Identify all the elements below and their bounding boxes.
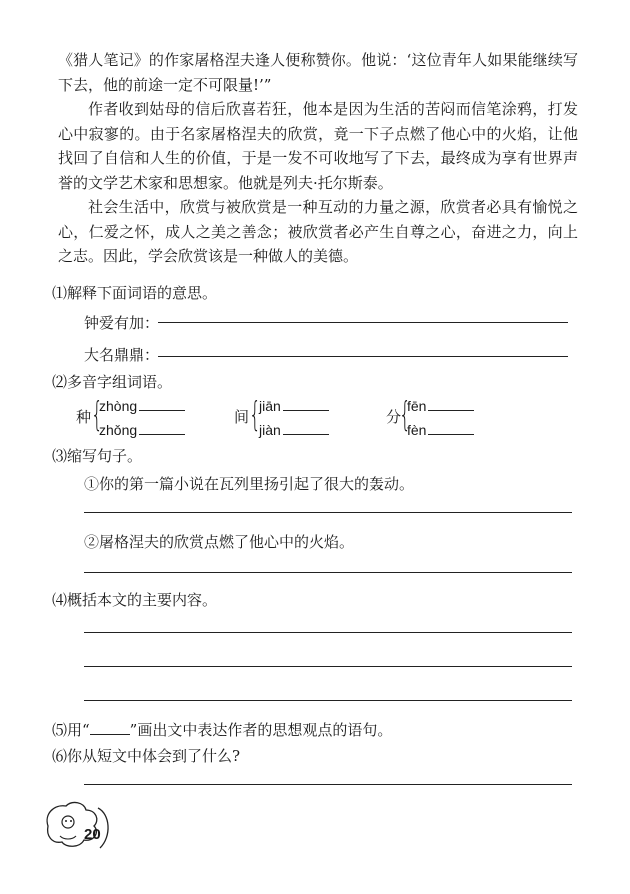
passage-paragraph-1: 《猎人笔记》的作家屠格涅夫逢人便称赞你。他说：‘这位青年人如果能继续写下去，他的前途一定不可限量!’” — [58, 51, 578, 94]
question-4-title: ⑷概括本文的主要内容。 — [52, 591, 218, 609]
answer-blank[interactable] — [283, 422, 329, 435]
question-5: ⑸用“ ”画出文中表达作者的思想观点的语句。 — [52, 721, 393, 739]
passage-paragraph-3: 社会生活中，欣赏与被欣赏是一种互动的力量之源，欣赏者必具有愉悦之心，仁爱之怀，成人之美之善念；被欣赏者必产生自尊之心，奋进之力，向上之志。因此，学会欣赏该是一种做人的美德。 — [58, 198, 578, 265]
pinyin-1a: zhòng — [99, 397, 185, 415]
brace-icon: { — [249, 395, 261, 435]
underline-sample — [90, 722, 130, 735]
answer-line[interactable] — [158, 356, 568, 357]
pinyin-3b: fèn — [407, 421, 474, 439]
question-3-title: ⑶缩写句子。 — [52, 447, 143, 465]
pinyin-1b: zhǒng — [99, 421, 185, 439]
brace-icon: { — [399, 395, 411, 435]
question-1-term-2: 大名鼎鼎： — [84, 346, 160, 364]
answer-blank[interactable] — [428, 422, 474, 435]
answer-line[interactable] — [84, 512, 572, 513]
answer-blank[interactable] — [428, 398, 474, 411]
question-3-sentence-2: ②屠格涅夫的欣赏点燃了他心中的火焰。 — [84, 533, 355, 551]
page-number: 20 — [84, 826, 101, 843]
answer-line[interactable] — [84, 784, 572, 785]
polyphone-char-1: 种 — [76, 408, 92, 426]
question-3-sentence-1: ①你的第一篇小说在瓦列里扬引起了很大的轰动。 — [84, 475, 415, 493]
pinyin-3a: fēn — [407, 397, 474, 415]
page-badge-icon — [38, 796, 120, 856]
answer-blank[interactable] — [139, 398, 185, 411]
answer-line[interactable] — [84, 666, 572, 667]
question-6-title: ⑹你从短文中体会到了什么? — [52, 747, 241, 765]
answer-blank[interactable] — [283, 398, 329, 411]
polyphone-char-3: 分 — [386, 408, 402, 426]
pinyin-2b: jiàn — [259, 421, 329, 439]
answer-line[interactable] — [84, 572, 572, 573]
polyphone-char-2: 间 — [234, 408, 250, 426]
answer-line[interactable] — [84, 632, 572, 633]
question-1-term-1: 钟爱有加： — [84, 314, 160, 332]
answer-blank[interactable] — [139, 422, 185, 435]
brace-icon: { — [91, 395, 103, 435]
answer-line[interactable] — [84, 700, 572, 701]
answer-line[interactable] — [158, 322, 568, 323]
pinyin-2a: jiān — [259, 397, 329, 415]
question-1-title: ⑴解释下面词语的意思。 — [52, 284, 218, 302]
passage-paragraph-2: 作者收到姑母的信后欣喜若狂，他本是因为生活的苦闷而信笔涂鸦，打发心中寂寥的。由于名家屠格涅夫的欣赏，竟一下子点燃了他心中的火焰，让他找回了自信和人生的价值，于是一发不可收地写了下去，最终成为享有世界声誉的文学艺术家和思想家。他就是列夫·托尔斯泰。 — [58, 100, 578, 192]
question-2-title: ⑵多音字组词语。 — [52, 373, 173, 391]
